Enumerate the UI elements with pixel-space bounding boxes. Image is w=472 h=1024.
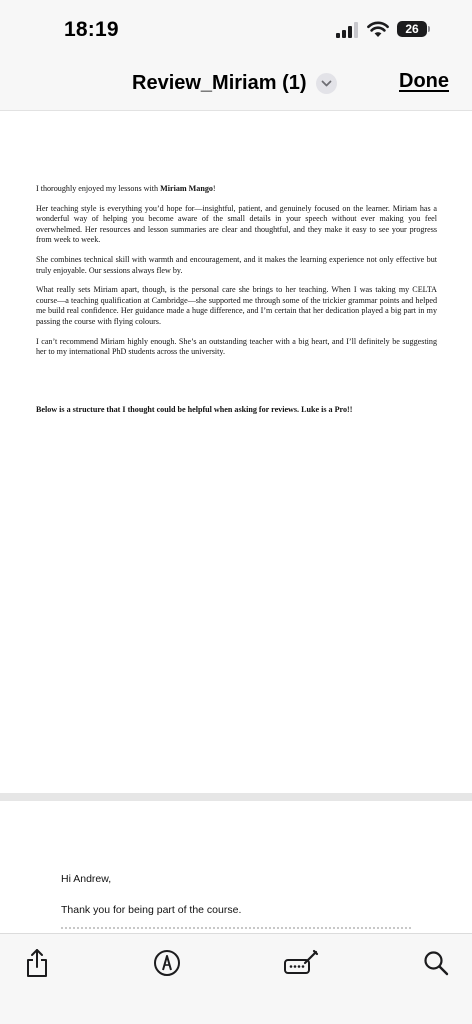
battery-tip	[428, 26, 430, 32]
document-title-menu[interactable]	[132, 70, 337, 96]
page-2-line-1: Thank you for being part of the course.	[61, 904, 242, 916]
document-page-1	[0, 111, 472, 793]
intro-prefix: I thoroughly enjoyed my lessons with	[36, 184, 161, 193]
markup-button[interactable]	[152, 948, 182, 978]
battery-icon	[397, 21, 427, 37]
greeting: Hi Andrew,	[61, 873, 112, 885]
search-button[interactable]	[421, 948, 451, 978]
page-1-text	[36, 184, 437, 424]
page-separator	[0, 793, 472, 801]
nav-bar	[0, 60, 472, 111]
wifi-icon	[367, 20, 389, 38]
paragraph-2: She combines technical skill with warmth and encouragement, and it makes the learning experience not only effective but truly enjoyable. Our sessions always flew by.	[36, 254, 437, 275]
intro-suffix: !	[212, 184, 216, 193]
cellular-signal-icon	[336, 22, 360, 38]
chevron-down-icon[interactable]	[316, 73, 337, 94]
status-bar	[0, 0, 472, 60]
bottom-toolbar	[0, 933, 472, 1024]
document-title: Review_Miriam (1)	[132, 71, 307, 94]
signature-icon	[283, 949, 319, 977]
teacher-name: Miriam Mango	[160, 184, 213, 193]
document-page-2	[0, 801, 472, 933]
signature-button[interactable]	[283, 948, 319, 978]
share-icon	[24, 948, 50, 978]
paragraph-1: Her teaching style is everything you’d hope for—insightful, patient, and genuinely focused on the learner. Miriam has a wonderful way of helping you become aware of the small details in your speech without ever making you feel overwhelmed. Her resources and lesson summaries are clear and thoughtful, and they make it easy to see your progress from week to week.	[36, 203, 437, 245]
document-viewer[interactable]	[0, 111, 472, 933]
paragraph-4: I can’t recommend Miriam highly enough. She’s an outstanding teacher with a big heart, and I’ll definitely be suggesting her to my international PhD students across the university.	[36, 336, 437, 357]
paragraph-3: What really sets Miriam apart, though, is the personal care she brings to her teaching. When I was taking my CELTA course—a teaching qualification at Cambridge—she supported me through some of the trickier grammar points and helped me build real confidence. Her guidance made a huge difference, and I’m certain that her dedication played a big part in my passing the course with flying colours.	[36, 285, 437, 326]
status-time: 18:19	[64, 18, 119, 41]
page-2-text	[61, 873, 431, 933]
markup-pen-icon	[153, 949, 181, 977]
share-button[interactable]	[22, 948, 52, 978]
search-icon	[423, 950, 449, 976]
done-button[interactable]: Done	[399, 70, 449, 92]
intro-paragraph	[36, 184, 437, 195]
battery-level: 26	[405, 22, 419, 36]
bold-note: Below is a structure that I thought could be helpful when asking for reviews. Luke is a Pro!!	[36, 404, 353, 414]
